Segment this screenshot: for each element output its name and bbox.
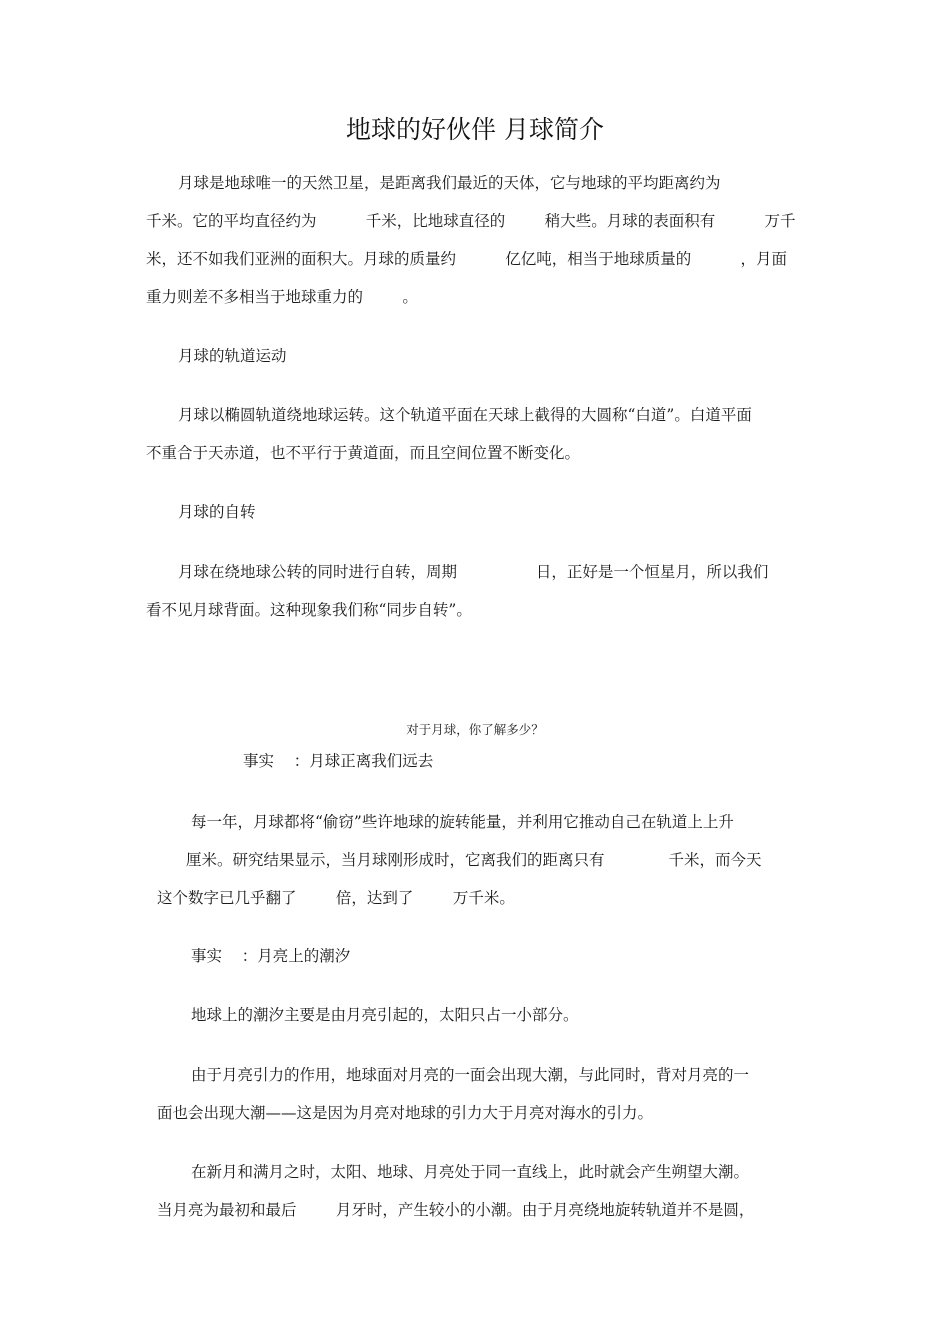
orbit-line-1: 月球以椭圆轨道绕地球运转。这个轨道平面在天球上截得的大圆称“白道”。白道平面 xyxy=(178,406,752,424)
orbit-line-2: 不重合于天赤道，也不平行于黄道面，而且空间位置不断变化。 xyxy=(146,444,581,462)
intro-line-3: 米，还不如我们亚洲的面积大。月球的质量约 亿亿吨，相当于地球质量的 ，月面 xyxy=(146,250,788,268)
fact1-line-1: 每一年，月球都将“偷窃”些许地球的旋转能量，并利用它推动自己在轨道上上升 xyxy=(191,813,734,831)
page-title: 地球的好伙伴 月球简介 xyxy=(346,115,604,144)
intro-line-2: 千米。它的平均直径约为 千米，比地球直径的 稍大些。月球的表面积有 万千 xyxy=(146,212,796,230)
intro-line-1: 月球是地球唯一的天然卫星，是距离我们最近的天体，它与地球的平均距离约为 xyxy=(178,174,721,192)
quiz-title: 对于月球，你了解多少？ xyxy=(406,722,544,737)
fact2-para-2-line-2: 面也会出现大潮——这是因为月亮对地球的引力大于月亮对海水的引力。 xyxy=(157,1104,654,1122)
fact2-para-2-line-1: 由于月亮引力的作用，地球面对月亮的一面会出现大潮，与此同时，背对月亮的一 xyxy=(191,1066,750,1084)
rotation-heading: 月球的自转 xyxy=(178,503,256,521)
fact2-para-3-line-1: 在新月和满月之时，太阳、地球、月亮处于同一直线上，此时就会产生朔望大潮。 xyxy=(191,1163,750,1181)
fact2-para-1: 地球上的潮汐主要是由月亮引起的，太阳只占一小部分。 xyxy=(191,1006,579,1024)
fact1-line-2: 厘米。研究结果显示，当月球刚形成时，它离我们的距离只有 千米，而今天 xyxy=(186,851,762,869)
fact2-heading: 事实 ：月亮上的潮汐 xyxy=(191,947,351,965)
fact1-heading: 事实 ：月球正离我们远去 xyxy=(243,752,434,770)
orbit-heading: 月球的轨道运动 xyxy=(178,347,287,365)
rotation-line-1: 月球在绕地球公转的同时进行自转，周期 日，正好是一个恒星月，所以我们 xyxy=(178,563,769,581)
fact1-line-3: 这个数字已几乎翻了 倍，达到了 万千米。 xyxy=(157,889,515,907)
fact2-para-3-line-2: 当月亮为最初和最后 月牙时，产生较小的小潮。由于月亮绕地旋转轨道并不是圆， xyxy=(157,1201,755,1219)
intro-line-4: 重力则差不多相当于地球重力的 。 xyxy=(146,288,418,306)
rotation-line-2: 看不见月球背面。这种现象我们称“同步自转”。 xyxy=(146,601,472,619)
